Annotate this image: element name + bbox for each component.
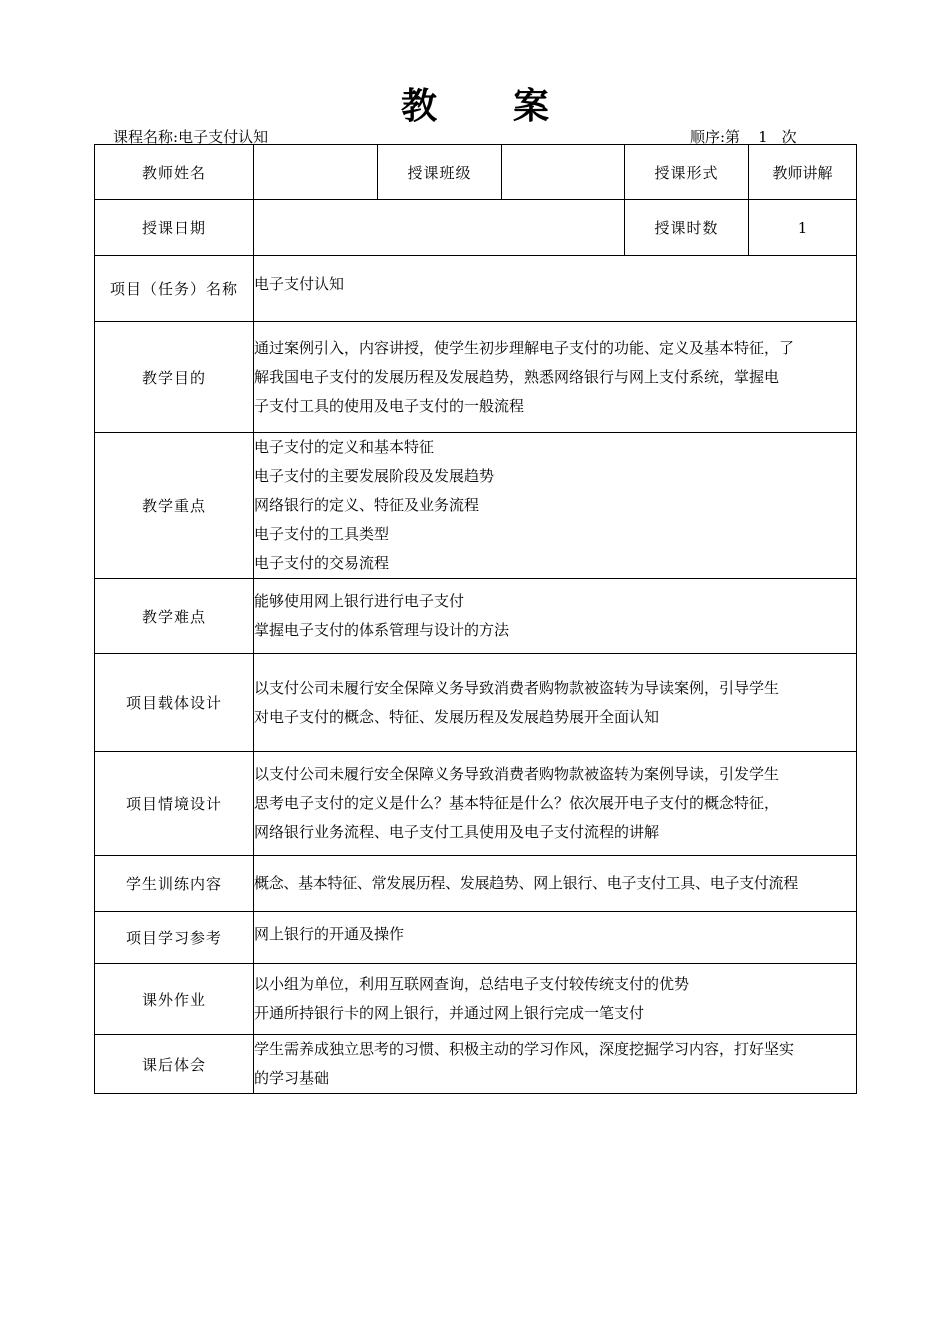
- table-row: [95, 579, 857, 654]
- title-char-1: 教: [400, 85, 437, 127]
- lesson-plan-table: [94, 144, 857, 1094]
- hours-label: 授课时数: [625, 200, 749, 256]
- title-char-2: 案: [513, 85, 550, 127]
- carrier-line: 对电子支付的概念、特征、发展历程及发展趋势展开全面认知: [254, 707, 660, 726]
- objective-label: 教学目的: [95, 322, 254, 433]
- reflection-content: [254, 1035, 857, 1094]
- training-label: 学生训练内容: [95, 856, 254, 912]
- table-row: [95, 322, 857, 433]
- table-row: [95, 912, 857, 964]
- objective-content: [254, 322, 857, 433]
- table-row: [95, 200, 857, 256]
- scenario-label: 项目情境设计: [95, 752, 254, 856]
- table-row: [95, 654, 857, 752]
- teacher-label: 教师姓名: [95, 145, 254, 200]
- key-point-item: 网络银行的定义、特征及业务流程: [254, 496, 480, 514]
- difficulty-item: 掌握电子支付的体系管理与设计的方法: [254, 621, 510, 639]
- table-row: [95, 145, 857, 200]
- order-suffix: 次: [781, 128, 797, 146]
- training-content: [254, 856, 857, 912]
- project-name-value: 电子支付认知: [254, 256, 857, 322]
- difficulty-item: 能够使用网上银行进行电子支付: [254, 592, 465, 610]
- training-line: 概念、基本特征、常发展历程、发展趋势、网上银行、电子支付工具、电子支付流程: [254, 874, 798, 892]
- document-title: [0, 78, 950, 129]
- course-name: 电子支付认知: [178, 128, 269, 146]
- key-points-content: [254, 433, 857, 579]
- difficulties-content: [254, 579, 857, 654]
- form-value: 教师讲解: [749, 145, 857, 200]
- table-row: [95, 752, 857, 856]
- date-label: 授课日期: [95, 200, 254, 256]
- homework-line: 开通所持银行卡的网上银行，并通过网上银行完成一笔支付: [254, 1004, 645, 1022]
- class-label: 授课班级: [378, 145, 502, 200]
- table-row: [95, 433, 857, 579]
- date-value: [254, 200, 625, 256]
- homework-line: 以小组为单位，利用互联网查询，总结电子支付较传统支付的优势: [254, 975, 690, 993]
- key-point-item: 电子支付的定义和基本特征: [254, 438, 435, 456]
- carrier-line: 以支付公司未履行安全保障义务导致消费者购物款被盗转为导读案例，引导学生: [254, 678, 780, 697]
- course-label: 课程名称:: [113, 128, 179, 146]
- table-row: [95, 256, 857, 322]
- key-point-item: 电子支付的交易流程: [254, 554, 390, 572]
- order-prefix: 顺序:第: [690, 128, 741, 146]
- key-point-item: 电子支付的工具类型: [254, 525, 390, 543]
- reference-label: 项目学习参考: [95, 912, 254, 964]
- reflection-line: 学生需养成独立思考的习惯、积极主动的学习作风，深度挖掘学习内容，打好坚实: [254, 1040, 795, 1058]
- reference-content: [254, 912, 857, 964]
- scenario-line: 网络银行业务流程、电子支付工具使用及电子支付流程的讲解: [254, 823, 660, 841]
- scenario-content: [254, 752, 857, 856]
- objective-line: 子支付工具的使用及电子支付的一般流程: [254, 396, 525, 415]
- key-points-label: 教学重点: [95, 433, 254, 579]
- teacher-value: [254, 145, 378, 200]
- scenario-line: 以支付公司未履行安全保障义务导致消费者购物款被盗转为案例导读，引发学生: [254, 765, 780, 783]
- reflection-line: 的学习基础: [254, 1069, 330, 1087]
- order-number: 1: [758, 128, 768, 146]
- homework-label: 课外作业: [95, 964, 254, 1035]
- homework-content: [254, 964, 857, 1035]
- hours-value: 1: [749, 200, 857, 256]
- difficulties-label: 教学难点: [95, 579, 254, 654]
- reflection-label: 课后体会: [95, 1035, 254, 1094]
- carrier-label: 项目载体设计: [95, 654, 254, 752]
- form-label: 授课形式: [625, 145, 749, 200]
- key-point-item: 电子支付的主要发展阶段及发展趋势: [254, 467, 495, 485]
- objective-line: 通过案例引入，内容讲授，使学生初步理解电子支付的功能、定义及基本特征，了: [254, 338, 795, 357]
- carrier-content: [254, 654, 857, 752]
- reference-line: 网上银行的开通及操作: [254, 925, 405, 943]
- class-value: [502, 145, 625, 200]
- project-name-label: 项目（任务）名称: [95, 256, 254, 322]
- objective-line: 解我国电子支付的发展历程及发展趋势，熟悉网络银行与网上支付系统，掌握电: [254, 367, 780, 386]
- table-row: [95, 856, 857, 912]
- table-row: [95, 1035, 857, 1094]
- table-row: [95, 964, 857, 1035]
- scenario-line: 思考电子支付的定义是什么？基本特征是什么？依次展开电子支付的概念特征，: [254, 794, 780, 812]
